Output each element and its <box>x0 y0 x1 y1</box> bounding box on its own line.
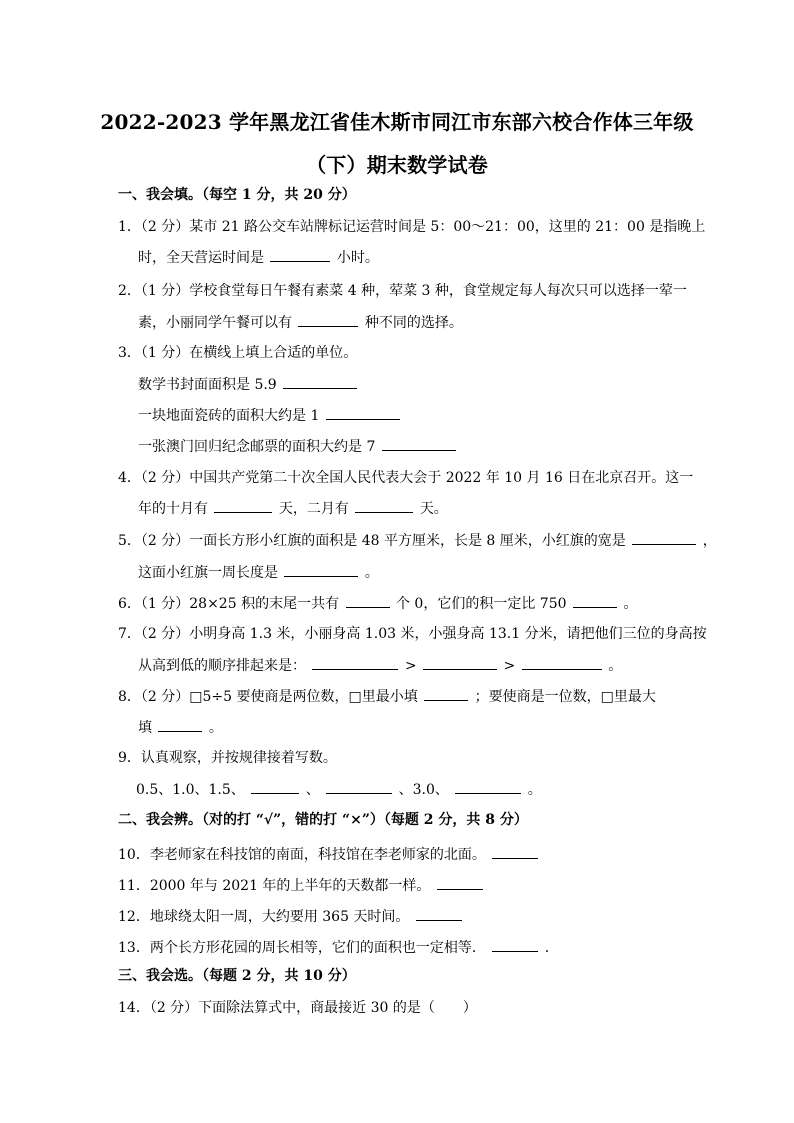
exam-title-line-1: 2022-2023 学年黑龙江省佳木斯市同江市东部六校合作体三年级 <box>100 110 694 134</box>
question-12-blank[interactable] <box>416 907 462 921</box>
question-2-text-b: 种不同的选择。 <box>364 315 463 331</box>
question-3-text-c: 一张澳门回归纪念邮票的面积大约是 7 <box>138 439 376 455</box>
question-7-text-a: 从高到低的顺序排起来是： <box>138 658 306 674</box>
question-6-text-c: 。 <box>623 596 638 612</box>
question-14-line: 14．（2 分）下面除法算式中，商最接近 30 的是（ ） <box>118 1000 477 1016</box>
question-5-text-c: 这面小红旗一周长度是 <box>138 565 278 581</box>
question-8-text-a: 8．（2 分）□5÷5 要使商是两位数，□里最小填 <box>118 689 418 705</box>
question-1-line-2 <box>138 248 379 267</box>
question-3-line-3 <box>138 406 402 425</box>
question-7-line-1: 7．（2 分）小明身高 1.3 米，小丽身高 1.03 米，小强身高 13.1 分米，请把他们三位的身高按 <box>118 626 707 642</box>
question-4-text-b: 天，二月有 <box>278 501 349 517</box>
question-7-blank-2[interactable] <box>423 656 497 670</box>
question-2-line-2 <box>138 313 463 332</box>
question-8-blank-1[interactable] <box>424 687 468 701</box>
question-12-text: 12．地球绕太阳一周，大约要用 365 天时间。 <box>118 909 410 925</box>
question-7-gt-1: > <box>404 658 417 674</box>
question-3-text-b: 一块地面瓷砖的面积大约是 1 <box>138 408 320 424</box>
question-4-text-c: 天。 <box>419 501 448 517</box>
question-4-blank-2[interactable] <box>355 499 413 513</box>
section-2-heading: 二、我会辨。（对的打 “√”，错的打 “×”）（每题 2 分，共 8 分） <box>118 812 528 828</box>
question-3-line-4 <box>138 437 458 456</box>
question-3-blank-2[interactable] <box>326 406 400 420</box>
question-1-line-1: 1．（2 分）某市 21 路公交车站牌标记运营时间是 5：00～21：00，这里的 21：00 是指晚上 <box>118 219 706 235</box>
question-1-blank[interactable] <box>270 248 330 262</box>
question-4-line-2 <box>138 499 448 518</box>
question-8-text-d: 。 <box>208 720 223 736</box>
question-5-text-b: ， <box>702 533 717 549</box>
question-13-text: 13．两个长方形花园的周长相等，它们的面积也一定相等． <box>118 940 486 956</box>
question-3-blank-1[interactable] <box>283 375 357 389</box>
question-5-blank-1[interactable] <box>632 531 696 545</box>
question-7-text-b: 。 <box>608 658 623 674</box>
question-9-text-a: 0.5、1.0、1.5、 <box>136 782 245 798</box>
question-9-line-2 <box>136 780 542 799</box>
question-9-text-c: 。 <box>527 782 542 798</box>
question-5-line-2 <box>138 563 379 582</box>
question-7-gt-2: > <box>503 658 516 674</box>
question-10-line <box>118 845 540 864</box>
question-8-line-1 <box>118 687 656 706</box>
question-13-end: . <box>544 940 550 956</box>
question-4-line-1: 4．（2 分）中国共产党第二十次全国人民代表大会于 2022 年 10 月 16 日在北京召开。这一 <box>118 470 694 486</box>
question-5-text-d: 。 <box>364 565 379 581</box>
question-5-line-1 <box>118 531 717 550</box>
question-9-text-b: 、3.0、 <box>398 782 449 798</box>
question-5-text-a: 5．（2 分）一面长方形小红旗的面积是 48 平方厘米，长是 8 厘米，小红旗的宽是 <box>118 533 626 549</box>
question-11-blank[interactable] <box>437 876 483 890</box>
question-7-line-2 <box>138 656 622 675</box>
question-1-text-b: 小时。 <box>336 250 379 266</box>
question-13-line <box>118 938 549 957</box>
question-12-line <box>118 907 464 926</box>
question-3-line-1: 3．（1 分）在横线上填上合适的单位。 <box>118 345 358 361</box>
question-3-blank-3[interactable] <box>382 437 456 451</box>
question-10-blank[interactable] <box>492 845 538 859</box>
question-4-blank-1[interactable] <box>214 499 272 513</box>
question-6-blank-2[interactable] <box>573 594 617 608</box>
question-8-text-b: ；要使商是一位数，□里最大 <box>474 689 656 705</box>
question-6-text-b: 个 0，它们的积一定比 750 <box>395 596 567 612</box>
question-6-blank-1[interactable] <box>346 594 390 608</box>
section-1-heading: 一、我会填。（每空 1 分，共 20 分） <box>118 187 356 203</box>
question-13-blank[interactable] <box>492 938 538 952</box>
question-11-text: 11．2000 年与 2021 年的上半年的天数都一样。 <box>118 878 431 894</box>
exam-title-line-2: （下）期末数学试卷 <box>306 153 488 177</box>
question-7-blank-3[interactable] <box>522 656 602 670</box>
question-8-blank-2[interactable] <box>158 718 202 732</box>
question-2-text-a: 素，小丽同学午餐可以有 <box>138 315 292 331</box>
question-9-blank-3[interactable] <box>455 780 521 794</box>
question-11-line <box>118 876 485 895</box>
question-9-blank-1[interactable] <box>251 780 299 794</box>
section-3-heading: 三、我会选。（每题 2 分，共 10 分） <box>118 968 356 984</box>
question-9-sep: 、 <box>305 782 320 798</box>
question-4-text-a: 年的十月有 <box>138 501 208 517</box>
question-3-line-2 <box>138 375 359 394</box>
question-5-blank-2[interactable] <box>284 563 358 577</box>
question-7-blank-1[interactable] <box>312 656 398 670</box>
question-6-line-1 <box>118 594 637 613</box>
question-3-text-a: 数学书封面面积是 5.9 <box>138 377 277 393</box>
question-6-text-a: 6．（1 分）28×25 积的末尾一共有 <box>118 596 340 612</box>
question-2-line-1: 2．（1 分）学校食堂每日午餐有素菜 4 种，荤菜 3 种，食堂规定每人每次只可以选择一荤一 <box>118 283 687 299</box>
question-9-line-1: 9．认真观察，并按规律接着写数。 <box>118 750 337 766</box>
question-9-blank-2[interactable] <box>326 780 392 794</box>
question-1-text-a: 时，全天营运时间是 <box>138 250 264 266</box>
question-10-text: 10．李老师家在科技馆的南面，科技馆在李老师家的北面。 <box>118 847 486 863</box>
question-2-blank[interactable] <box>298 313 358 327</box>
question-8-line-2 <box>138 718 223 737</box>
question-8-text-c: 填 <box>138 720 152 736</box>
